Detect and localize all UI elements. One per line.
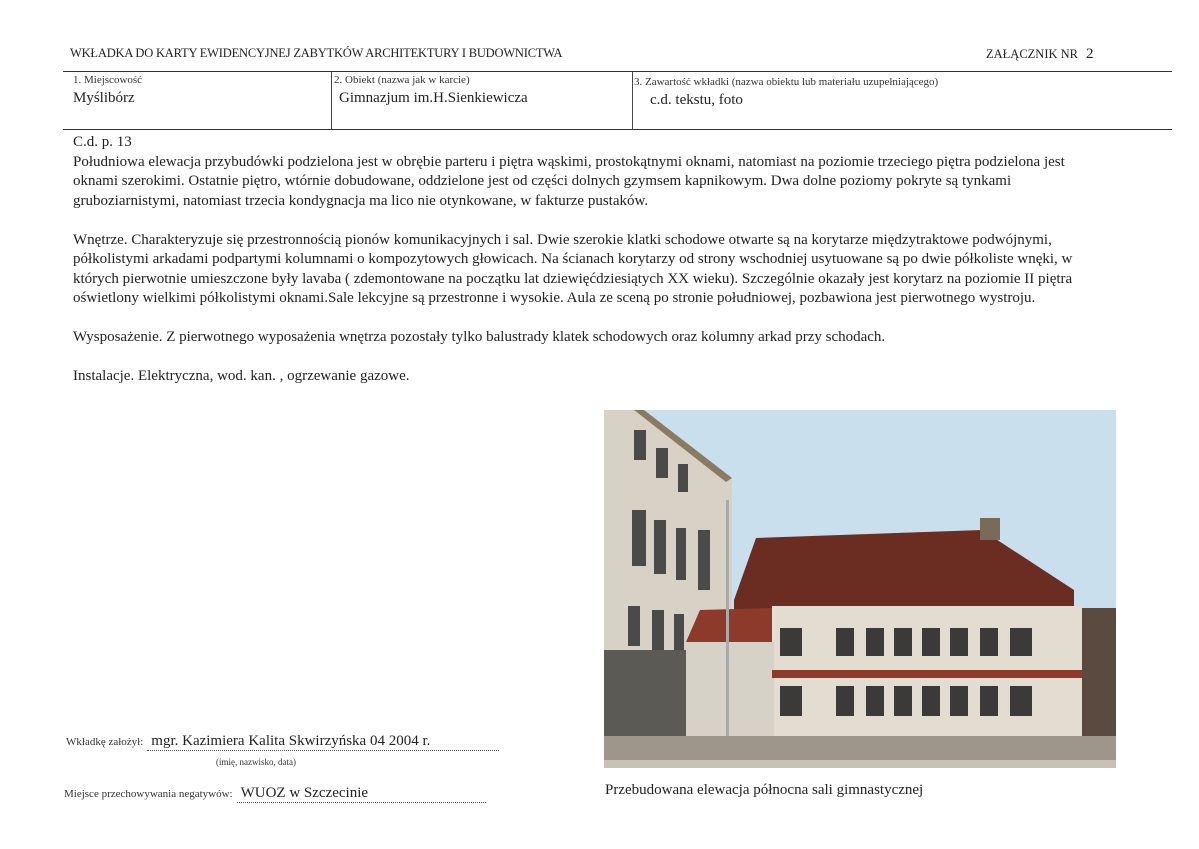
author-field <box>66 732 516 751</box>
document-title: WKŁADKA DO KARTY EWIDENCYJNEJ ZABYTKÓW ARCHITEKTURY I BUDOWNICTWA <box>70 46 563 60</box>
field-locality <box>73 74 142 107</box>
author-label: Wkładkę założył: <box>66 736 144 748</box>
document-body <box>73 133 1113 406</box>
field-divider <box>632 72 633 129</box>
author-value: mgr. Kazimiera Kalita Skwirzyńska 04 2004 r. <box>147 733 499 751</box>
field-value: Gimnazjum im.H.Sienkiewicza <box>339 90 528 106</box>
fields-rule <box>63 129 1172 130</box>
field-value: c.d. tekstu, foto <box>650 92 743 108</box>
field-label: 3. Zawartość wkładki (nazwa obiektu lub materiału uzupełniającego) <box>634 76 939 88</box>
attachment-number <box>986 46 1094 63</box>
header-rule <box>63 71 1172 72</box>
field-value: Myślibórz <box>73 90 135 106</box>
paragraph-installations: Instalacje. Elektryczna, wod. kan. , ogrzewanie gazowe. <box>73 368 410 384</box>
paragraph-furnishing: Wysposażenie. Z pierwotnego wyposażenia wnętrza pozostały tylko balustrady klatek schodowych oraz kolumny arkad przy schodach. <box>73 329 886 345</box>
negatives-label: Miejsce przechowywania negatywów: <box>64 788 233 800</box>
author-hint: (imię, nazwisko, data) <box>216 757 296 767</box>
negatives-field <box>64 784 524 803</box>
building-photo <box>604 410 1116 768</box>
field-label: 2. Obiekt (nazwa jak w karcie) <box>334 74 470 86</box>
attachment-value: 2 <box>1086 46 1094 62</box>
field-object <box>334 74 528 107</box>
continuation-note: C.d. p. 13 <box>73 134 132 150</box>
field-label: 1. Miejscowość <box>73 74 143 86</box>
photo-caption: Przebudowana elewacja północna sali gimnastycznej <box>605 782 924 798</box>
paragraph-interior: Wnętrze. Charakteryzuje się przestronnością pionów komunikacyjnych i sal. Dwie szerokie klatki schodowe otwarte są na korytarze międzytraktowe podwójnymi, półkolistymi arkadami podpartymi kolumnami o kompozytowych głowicach. Na ścianach korytarzy od strony wschodniej usytuowane są po dwie półkoliste wnęki, w których pierwotnie umieszczone były lavaba ( zdemontowane na początku lat dziewięćdziesiątych XX wieku). Szczególnie okazały jest korytarz na poziomie II piętra oświetlony wielkimi półkolistymi oknami.Sale lekcyjne są przestronne i wysokie. Aula ze sceną po stronie południowej, pozbawiona jest pierwotnego wystroju. <box>73 231 1073 306</box>
paragraph-elevation: Południowa elewacja przybudówki podzielona jest w obrębie parteru i piętra wąskimi, prostokątnymi oknami, natomiast na poziomie trzeciego piętra podzielona jest oknami szerokimi. Ostatnie piętro, wtórnie dobudowane, oddzielone jest od części dolnych gzymsem kapnikowym. Dwa dolne poziomy pokryte są tynkami gruboziarnistymi, natomiast trzecia kondygnacja ma lico nie otynkowane, w fakturze pustaków. <box>73 153 1065 209</box>
field-divider <box>331 72 332 129</box>
field-contents <box>634 76 938 109</box>
negatives-value: WUOZ w Szczecinie <box>237 785 486 803</box>
attachment-label: ZAŁĄCZNIK NR <box>986 47 1079 61</box>
